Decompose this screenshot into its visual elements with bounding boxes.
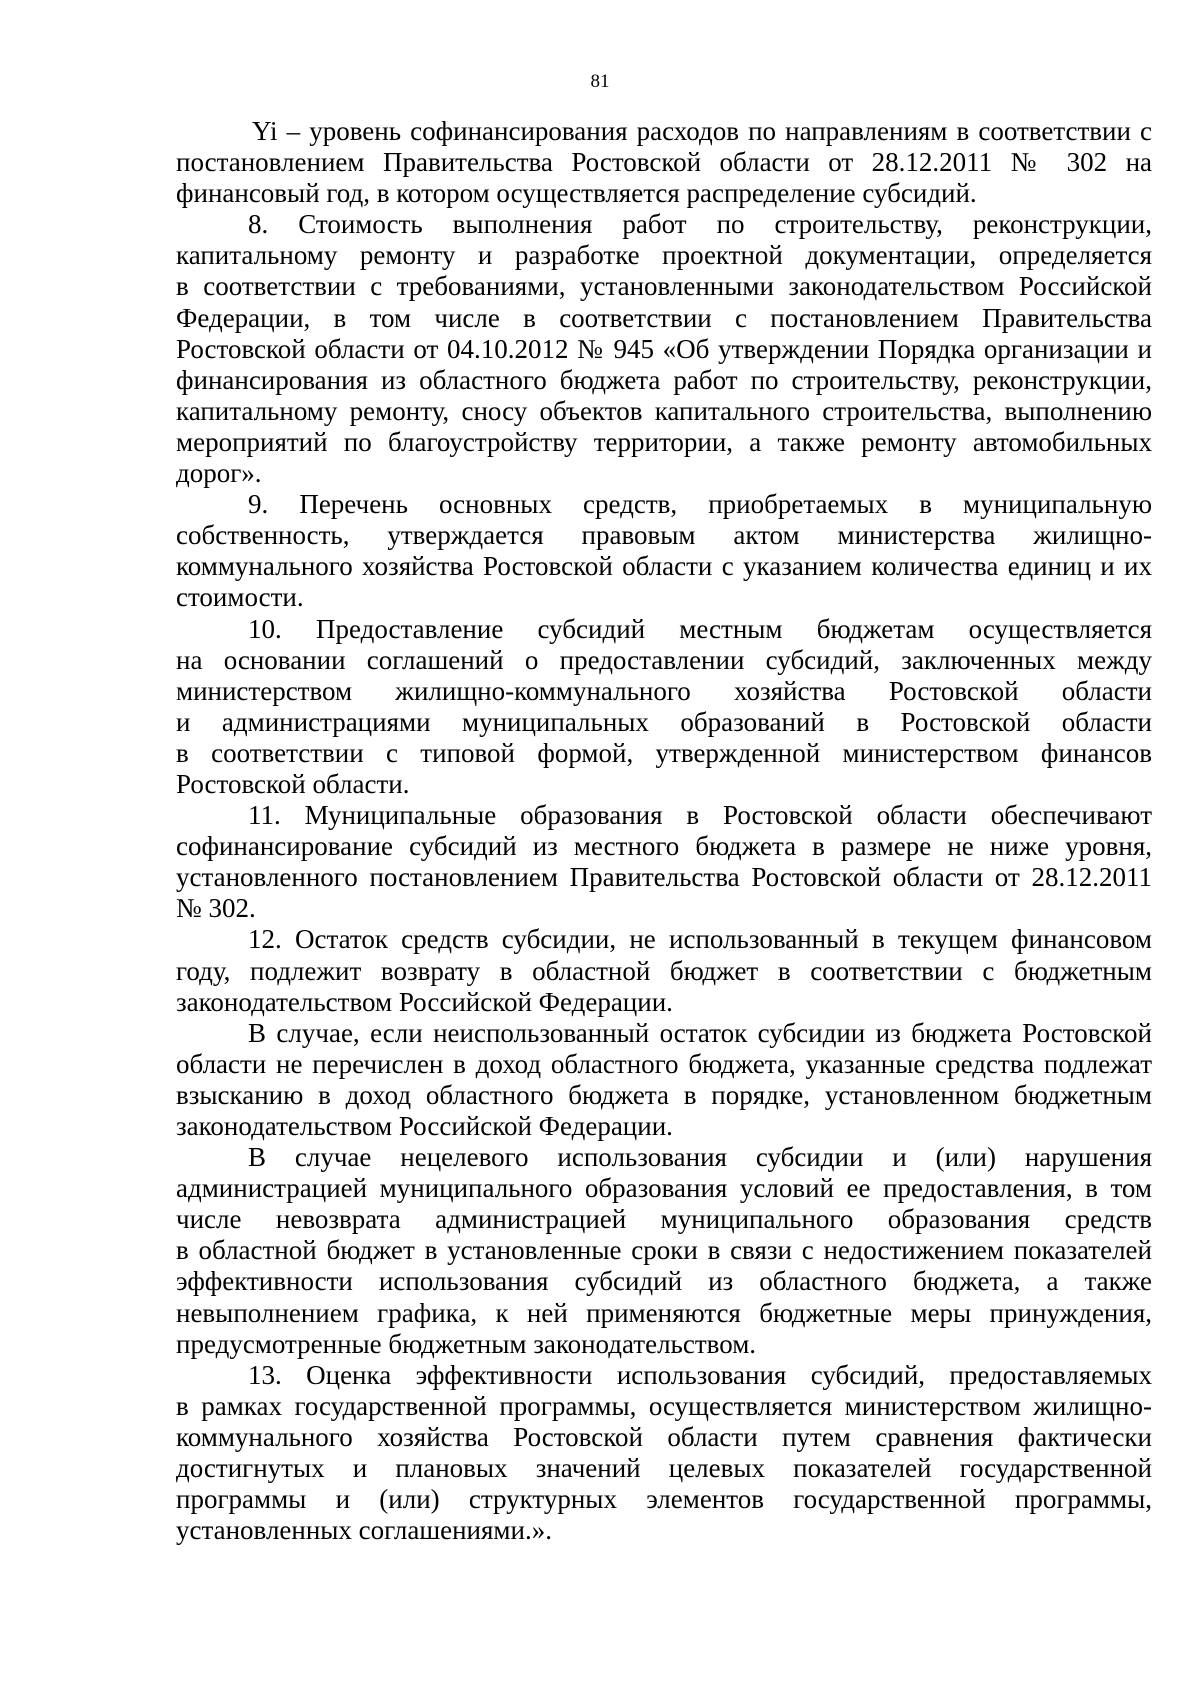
paragraph-item-9: 9. Перечень основных средств, приобретаемых в муниципальную собственность, утверждается правовым актом министерства жилищно-коммунального хозяйства Ростовской области с указанием количества единиц и их стоимости.	[176, 489, 1152, 613]
paragraph-item-8: 8. Стоимость выполнения работ по строительству, реконструкции, капитальному ремонту и разработке проектной документации, определяется в соответствии с требованиями, установленными законодательством Российской Федерации, в том числе в соответствии с постановлением Правительства Ростовской области от 04.10.2012 № 945 «Об утверждении Порядка организации и финансирования из областного бюджета работ по строительству, реконструкции, капитальному ремонту, сносу объектов капитального строительства, выполнению мероприятий по благоустройству территории, а также ремонту автомобильных дорог».	[176, 209, 1152, 489]
paragraph-item-13: 13. Оценка эффективности использования субсидий, предоставляемых в рамках государственной программы, осуществляется министерством жилищно-коммунального хозяйства Ростовской области путем сравнения фактически достигнутых и плановых значений целевых показателей государственной программы и (или) структурных элементов государственной программы, установленных соглашениями.».	[176, 1359, 1152, 1546]
paragraph-item-10: 10. Предоставление субсидий местным бюджетам осуществляется на основании соглашений о предоставлении субсидий, заключенных между министерством жилищно-коммунального хозяйства Ростовской области и администрациями муниципальных образований в Ростовской области в соответствии с типовой формой, утвержденной министерством финансов Ростовской области.	[176, 613, 1152, 799]
document-body	[176, 116, 1152, 1546]
page-number: 81	[590, 71, 610, 92]
paragraph-unused-balance: В случае, если неиспользованный остаток субсидии из бюджета Ростовской области не перечислен в доход областного бюджета, указанные средства подлежат взысканию в доход областного бюджета в порядке, установленном бюджетным законодательством Российской Федерации.	[176, 1017, 1152, 1141]
paragraph-misuse: В случае нецелевого использования субсидии и (или) нарушения администрацией муниципального образования условий ее предоставления, в том числе невозврата администрацией муниципального образования средств в областной бюджет в установленные сроки в связи с недостижением показателей эффективности использования субсидий из областного бюджета, а также невыполнением графика, к ней применяются бюджетные меры принуждения, предусмотренные бюджетным законодательством.	[176, 1142, 1152, 1359]
paragraph-coefficient-definition: Yi – уровень софинансирования расходов по направлениям в соответствии с постановлением Правительства Ростовской области от 28.12.2011 № 302 на финансовый год, в котором осуществляется распределение субсидий.	[176, 116, 1152, 209]
paragraph-item-11: 11. Муниципальные образования в Ростовской области обеспечивают софинансирование субсидий из местного бюджета в размере не ниже уровня, установленного постановлением Правительства Ростовской области от 28.12.2011 № 302.	[176, 800, 1152, 924]
paragraph-item-12: 12. Остаток средств субсидии, не использованный в текущем финансовом году, подлежит возврату в областной бюджет в соответствии с бюджетным законодательством Российской Федерации.	[176, 924, 1152, 1017]
